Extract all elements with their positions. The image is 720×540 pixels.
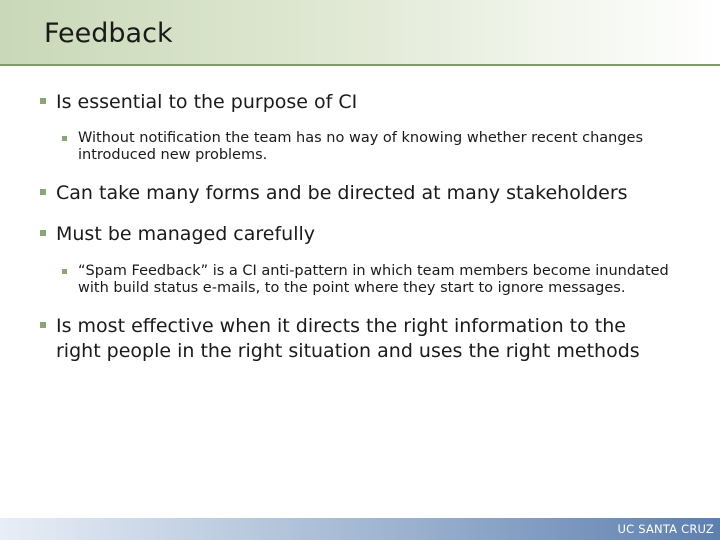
slide-title: Feedback <box>44 18 173 49</box>
bullet-text: Is essential to the purpose of CI <box>56 91 358 113</box>
bullet-item <box>40 222 315 247</box>
sub-bullet-item <box>62 130 698 164</box>
bullet-text: Can take many forms and be directed at many stakeholders <box>56 182 628 204</box>
bullet-text: Is most effective when it directs the right information to the right people in the right situation and uses the right methods <box>56 315 640 362</box>
square-bullet-icon <box>62 269 67 274</box>
footer-brand: UC SANTA CRUZ <box>617 522 714 536</box>
bullet-item <box>40 181 628 206</box>
square-bullet-icon <box>40 230 46 236</box>
bullet-item <box>40 314 676 364</box>
sub-bullet-text: Without notification the team has no way of knowing whether recent changes introduced new problems. <box>78 130 644 163</box>
bullet-text: Must be managed carefully <box>56 223 316 245</box>
footer-bar <box>0 518 720 540</box>
square-bullet-icon <box>62 136 67 141</box>
title-bar <box>0 0 720 64</box>
title-divider <box>0 64 720 66</box>
bullet-item <box>40 90 357 115</box>
square-bullet-icon <box>40 98 46 104</box>
square-bullet-icon <box>40 322 46 328</box>
sub-bullet-text: “Spam Feedback” is a CI anti-pattern in which team members become inundated with build status e-mails, to the point where they start to ignore messages. <box>78 263 669 296</box>
square-bullet-icon <box>40 189 46 195</box>
sub-bullet-item <box>62 263 698 297</box>
